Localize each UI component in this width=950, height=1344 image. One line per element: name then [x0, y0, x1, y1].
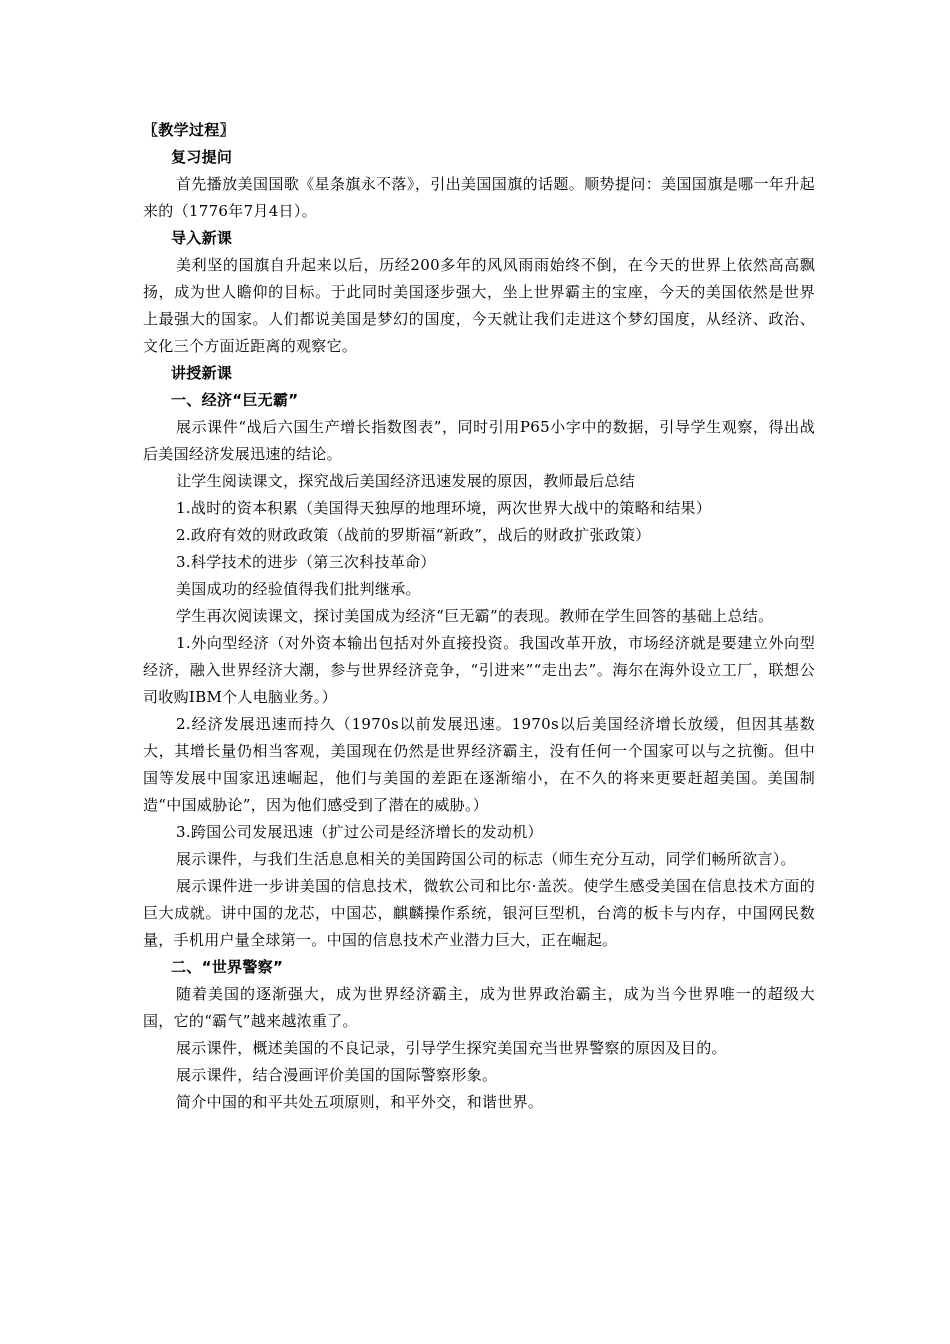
intro-paragraph: 美利坚的国旗自升起来以后，历经200多年的风风雨雨始终不倒，在今天的世界上依然高高飘扬，成为世人瞻仰的目标。于此同时美国逐步强大，坐上世界霸主的宝座，今天的美国依然是世界上最强大的国家。人们都说美国是梦幻的国度，今天就让我们走进这个梦幻国度，从经济、政治、文化三个方面近距离的观察它。: [143, 256, 815, 355]
part2-paragraph-1: 随着美国的逐渐强大，成为世界经济霸主，成为世界政治霸主，成为当今世界唯一的超级大国，它的“霸气”越来越浓重了。: [143, 985, 815, 1030]
reason-item-1: 1.战时的资本积累（美国得天独厚的地理环境，两次世界大战中的策略和结果）: [176, 499, 712, 517]
part2-paragraph-3: 展示课件，结合漫画评价美国的国际警察形象。: [176, 1066, 498, 1084]
part2-heading: 二、“世界警察”: [171, 958, 284, 976]
intro-heading: 导入新课: [171, 229, 233, 247]
reason-item-2: 2.政府有效的财政政策（战前的罗斯福“新政”，战后的财政扩张政策）: [176, 526, 651, 544]
part1-paragraph-6: 展示课件进一步讲美国的信息技术，微软公司和比尔·盖茨。使学生感受美国在信息技术方面的巨大成就。讲中国的龙芯，中国芯，麒麟操作系统，银河巨型机，台湾的板卡与内存，中国网民数量，手机用户量全球第一。中国的信息技术产业潜力巨大，正在崛起。: [143, 877, 815, 949]
part1-paragraph-5: 展示课件，与我们生活息息相关的美国跨国公司的标志（师生充分互动，同学们畅所欲言）。: [176, 850, 796, 868]
section-title: 〖教学过程〗: [143, 121, 235, 139]
part1-paragraph-2: 让学生阅读课文，探究战后美国经济迅速发展的原因，教师最后总结: [176, 472, 636, 490]
point-item-3: 3.跨国公司发展迅速（扩过公司是经济增长的发动机）: [176, 823, 543, 841]
part2-paragraph-4: 简介中国的和平共处五项原则，和平外交，和谐世界。: [176, 1093, 544, 1111]
document-page: [143, 117, 815, 1116]
lecture-heading: 讲授新课: [171, 364, 233, 382]
part1-paragraph-1: 展示课件“战后六国生产增长指数图表”，同时引用P65小字中的数据，引导学生观察，得出战后美国经济发展迅速的结论。: [143, 418, 815, 463]
point-item-2: 2.经济发展迅速而持久（1970s以前发展迅速。1970s以后美国经济增长放缓，但因其基数大，其增长量仍相当客观，美国现在仍然是世界经济霸主，没有任何一个国家可以与之抗衡。但中国等发展中国家迅速崛起，他们与美国的差距在逐渐缩小，在不久的将来更要赶超美国。美国制造“中国威胁论”，因为他们感受到了潜在的威胁。）: [143, 715, 815, 814]
part2-paragraph-2: 展示课件，概述美国的不良记录，引导学生探究美国充当世界警察的原因及目的。: [176, 1039, 727, 1057]
part1-heading: 一、经济“巨无霸”: [171, 391, 299, 409]
point-item-1: 1.外向型经济（对外资本输出包括对外直接投资。我国改革开放，市场经济就是要建立外向型经济，融入世界经济大潮，参与世界经济竞争，“引进来”“走出去”。海尔在海外设立工厂，联想公司收购IBM个人电脑业务。）: [143, 634, 815, 706]
part1-paragraph-4: 学生再次阅读课文，探讨美国成为经济“巨无霸”的表现。教师在学生回答的基础上总结。: [176, 607, 774, 625]
review-paragraph: 首先播放美国国歌《星条旗永不落》，引出美国国旗的话题。顺势提问：美国国旗是哪一年升起来的（1776年7月4日）。: [143, 175, 815, 220]
reason-item-3: 3.科学技术的进步（第三次科技革命）: [176, 553, 436, 571]
part1-paragraph-3: 美国成功的经验值得我们批判继承。: [176, 580, 421, 598]
review-heading: 复习提问: [171, 148, 233, 166]
